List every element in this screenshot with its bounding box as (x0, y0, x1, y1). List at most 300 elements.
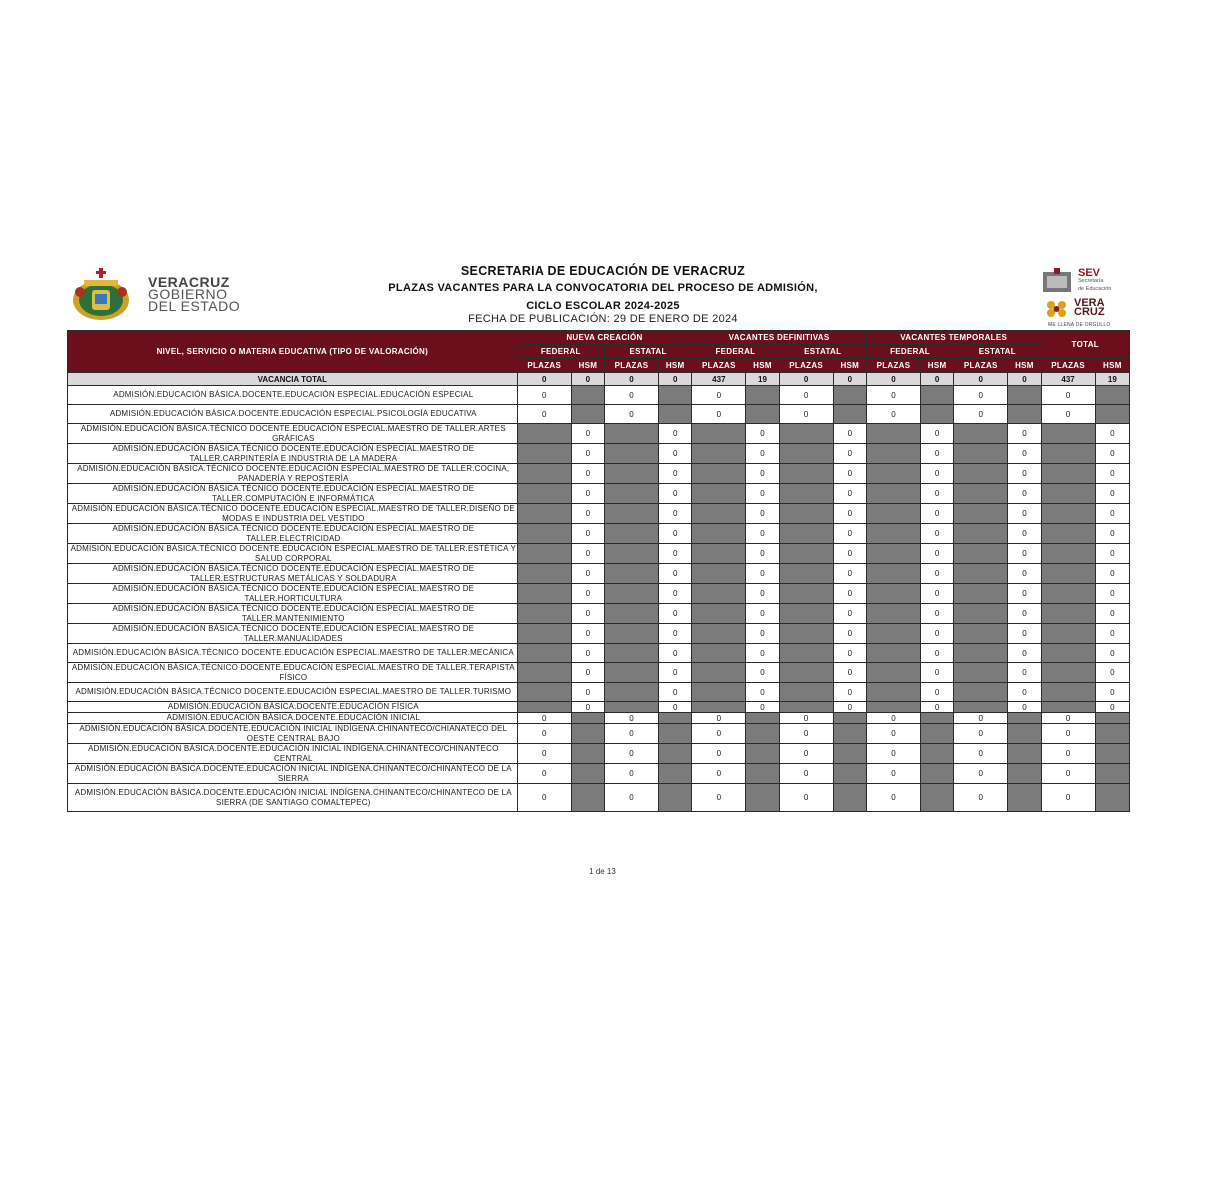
not-applicable-cell (866, 663, 920, 683)
leaf-header-plazas: PLAZAS (517, 359, 571, 373)
not-applicable-cell (833, 386, 866, 405)
hsm-value-cell: 0 (1008, 584, 1041, 604)
hsm-value-cell: 0 (659, 584, 692, 604)
not-applicable-cell (866, 644, 920, 663)
plazas-value-cell: 0 (779, 386, 833, 405)
plazas-value-cell: 0 (1041, 405, 1095, 424)
hsm-value-cell: 0 (921, 444, 954, 464)
hsm-value-cell: 0 (1095, 604, 1129, 624)
hsm-value-cell: 0 (921, 683, 954, 702)
row-label: ADMISIÓN.EDUCACIÓN BÁSICA.DOCENTE.EDUCACIÓN INICIAL INDÍGENA.CHINANTECO/CHINANTECO CENTRAL (68, 744, 518, 764)
not-applicable-cell (1041, 624, 1095, 644)
hsm-value-cell: 0 (659, 464, 692, 484)
hsm-value-cell: 0 (833, 663, 866, 683)
not-applicable-cell (659, 744, 692, 764)
hsm-value-cell: 0 (659, 544, 692, 564)
not-applicable-cell (1041, 663, 1095, 683)
table-row (68, 604, 1130, 624)
not-applicable-cell (1095, 724, 1129, 744)
hsm-value-cell: 0 (833, 544, 866, 564)
not-applicable-cell (779, 624, 833, 644)
sev-logo-block (1040, 266, 1130, 330)
hsm-value-cell: 0 (1095, 584, 1129, 604)
hsm-value-cell: 0 (1095, 702, 1129, 713)
not-applicable-cell (692, 444, 746, 464)
hsm-value-cell: 0 (1095, 683, 1129, 702)
hsm-value-cell: 0 (1095, 564, 1129, 584)
not-applicable-cell (1041, 702, 1095, 713)
not-applicable-cell (921, 713, 954, 724)
hsm-value-cell: 0 (921, 484, 954, 504)
not-applicable-cell (517, 524, 571, 544)
not-applicable-cell (604, 604, 658, 624)
total-value-cell: 0 (571, 373, 604, 386)
hsm-value-cell: 0 (833, 504, 866, 524)
hsm-value-cell: 0 (659, 444, 692, 464)
table-row (68, 584, 1130, 604)
plazas-value-cell: 0 (692, 386, 746, 405)
hsm-value-cell: 0 (1095, 544, 1129, 564)
not-applicable-cell (746, 405, 779, 424)
plazas-value-cell: 0 (866, 784, 920, 812)
table-row (68, 683, 1130, 702)
not-applicable-cell (954, 424, 1008, 444)
not-applicable-cell (1008, 744, 1041, 764)
not-applicable-cell (954, 644, 1008, 663)
not-applicable-cell (1041, 584, 1095, 604)
not-applicable-cell (659, 724, 692, 744)
not-applicable-cell (517, 624, 571, 644)
plazas-value-cell: 0 (517, 386, 571, 405)
school-cycle: CICLO ESCOLAR 2024-2025 (526, 300, 680, 312)
hsm-value-cell: 0 (571, 604, 604, 624)
not-applicable-cell (692, 524, 746, 544)
hsm-value-cell: 0 (1095, 424, 1129, 444)
group-header-vacantes-temporales: VACANTES TEMPORALES (866, 331, 1041, 345)
not-applicable-cell (1008, 784, 1041, 812)
hsm-value-cell: 0 (1008, 663, 1041, 683)
plazas-value-cell: 0 (954, 724, 1008, 744)
leaf-header-plazas: PLAZAS (604, 359, 658, 373)
total-value-cell: 0 (779, 373, 833, 386)
not-applicable-cell (866, 702, 920, 713)
hsm-value-cell: 0 (571, 464, 604, 484)
not-applicable-cell (866, 484, 920, 504)
not-applicable-cell (746, 764, 779, 784)
leaf-header-plazas: PLAZAS (692, 359, 746, 373)
plazas-value-cell: 0 (1041, 764, 1095, 784)
not-applicable-cell (866, 564, 920, 584)
not-applicable-cell (1095, 386, 1129, 405)
hsm-value-cell: 0 (833, 683, 866, 702)
subgroup-header-federal: FEDERAL (866, 345, 953, 359)
not-applicable-cell (604, 564, 658, 584)
row-label: ADMISIÓN.EDUCACIÓN BÁSICA.DOCENTE.EDUCACIÓN INICIAL INDÍGENA.CHINANTECO/CHINANTECO DE LA SIERRA (68, 764, 518, 784)
row-label: ADMISIÓN.EDUCACIÓN BÁSICA.TÉCNICO DOCENTE.EDUCACIÓN ESPECIAL.MAESTRO DE TALLER.CARPINTERÍA E INDUSTRIA DE LA MADERA (68, 444, 518, 464)
not-applicable-cell (866, 464, 920, 484)
plazas-value-cell: 0 (1041, 744, 1095, 764)
leaf-header-plazas: PLAZAS (954, 359, 1008, 373)
hsm-value-cell: 0 (833, 624, 866, 644)
not-applicable-cell (604, 683, 658, 702)
hsm-value-cell: 0 (659, 624, 692, 644)
not-applicable-cell (517, 464, 571, 484)
not-applicable-cell (692, 584, 746, 604)
table-row (68, 624, 1130, 644)
not-applicable-cell (692, 663, 746, 683)
document-heading (300, 264, 906, 325)
veracruz-brand-line1: VERA (1074, 297, 1105, 309)
document-subtitle: PLAZAS VACANTES PARA LA CONVOCATORIA DEL PROCESO DE ADMISIÓN, (388, 282, 818, 294)
hsm-value-cell: 0 (659, 524, 692, 544)
leaf-header-hsm: HSM (921, 359, 954, 373)
hsm-value-cell: 0 (571, 564, 604, 584)
publication-date: FECHA DE PUBLICACIÓN: 29 DE ENERO DE 2024 (468, 313, 738, 325)
not-applicable-cell (833, 724, 866, 744)
hsm-value-cell: 0 (921, 424, 954, 444)
not-applicable-cell (1041, 484, 1095, 504)
not-applicable-cell (833, 764, 866, 784)
hsm-value-cell: 0 (921, 544, 954, 564)
plazas-value-cell: 0 (1041, 784, 1095, 812)
plazas-value-cell: 0 (604, 744, 658, 764)
not-applicable-cell (921, 724, 954, 744)
plazas-value-cell: 0 (692, 744, 746, 764)
hsm-value-cell: 0 (746, 604, 779, 624)
hsm-value-cell: 0 (746, 584, 779, 604)
hsm-value-cell: 0 (1008, 544, 1041, 564)
plazas-value-cell: 0 (779, 724, 833, 744)
plazas-value-cell: 0 (692, 784, 746, 812)
hsm-value-cell: 0 (1008, 683, 1041, 702)
not-applicable-cell (746, 784, 779, 812)
plazas-value-cell: 0 (866, 386, 920, 405)
not-applicable-cell (779, 464, 833, 484)
not-applicable-cell (517, 604, 571, 624)
not-applicable-cell (692, 683, 746, 702)
plazas-value-cell: 0 (1041, 724, 1095, 744)
not-applicable-cell (866, 444, 920, 464)
hsm-value-cell: 0 (746, 444, 779, 464)
hsm-value-cell: 0 (833, 524, 866, 544)
sev-acronym: SEV (1078, 267, 1101, 279)
not-applicable-cell (692, 702, 746, 713)
table-row (68, 386, 1130, 405)
not-applicable-cell (692, 424, 746, 444)
not-applicable-cell (692, 564, 746, 584)
hsm-value-cell: 0 (1008, 624, 1041, 644)
not-applicable-cell (833, 784, 866, 812)
not-applicable-cell (746, 744, 779, 764)
row-label: ADMISIÓN.EDUCACIÓN BÁSICA.TÉCNICO DOCENTE.EDUCACIÓN ESPECIAL.MAESTRO DE TALLER.MECÁNICA (68, 644, 518, 663)
not-applicable-cell (604, 702, 658, 713)
row-label: ADMISIÓN.EDUCACIÓN BÁSICA.TÉCNICO DOCENTE.EDUCACIÓN ESPECIAL.MAESTRO DE TALLER.ESTRUCTURAS METÁLICAS Y SOLDADURA (68, 564, 518, 584)
not-applicable-cell (517, 504, 571, 524)
hsm-value-cell: 0 (746, 564, 779, 584)
row-label: ADMISIÓN.EDUCACIÓN BÁSICA.TÉCNICO DOCENTE.EDUCACIÓN ESPECIAL.MAESTRO DE TALLER.ARTES GRÁFICAS (68, 424, 518, 444)
not-applicable-cell (604, 663, 658, 683)
table-row (68, 484, 1130, 504)
hsm-value-cell: 0 (571, 504, 604, 524)
group-header-nueva-creacion: NUEVA CREACIÓN (517, 331, 692, 345)
row-label: ADMISIÓN.EDUCACIÓN BÁSICA.DOCENTE.EDUCACIÓN INICIAL INDÍGENA.CHINANTECO/CHIANATECO DEL OESTE CENTRAL BAJO (68, 724, 518, 744)
not-applicable-cell (954, 604, 1008, 624)
plazas-value-cell: 0 (517, 744, 571, 764)
hsm-value-cell: 0 (921, 524, 954, 544)
hsm-value-cell: 0 (833, 424, 866, 444)
not-applicable-cell (1095, 764, 1129, 784)
not-applicable-cell (954, 663, 1008, 683)
not-applicable-cell (692, 464, 746, 484)
hsm-value-cell: 0 (1008, 464, 1041, 484)
not-applicable-cell (866, 424, 920, 444)
hsm-value-cell: 0 (571, 524, 604, 544)
plazas-value-cell: 0 (604, 784, 658, 812)
hsm-value-cell: 0 (571, 663, 604, 683)
hsm-value-cell: 0 (1095, 644, 1129, 663)
hsm-value-cell: 0 (921, 663, 954, 683)
hsm-value-cell: 0 (659, 644, 692, 663)
not-applicable-cell (866, 584, 920, 604)
not-applicable-cell (517, 644, 571, 663)
veracruz-coat-of-arms-icon (70, 268, 132, 322)
not-applicable-cell (517, 683, 571, 702)
hsm-value-cell: 0 (921, 702, 954, 713)
hsm-value-cell: 0 (1095, 484, 1129, 504)
row-label: ADMISIÓN.EDUCACIÓN BÁSICA.DOCENTE.EDUCACIÓN FÍSICA (68, 702, 518, 713)
not-applicable-cell (779, 544, 833, 564)
hsm-value-cell: 0 (571, 702, 604, 713)
table-row (68, 444, 1130, 464)
hsm-value-cell: 0 (833, 644, 866, 663)
row-label: ADMISIÓN.EDUCACIÓN BÁSICA.TÉCNICO DOCENTE.EDUCACIÓN ESPECIAL.MAESTRO DE TALLER.DISEÑO DE MODAS E INDUSTRIA DEL VESTIDO (68, 504, 518, 524)
not-applicable-cell (866, 504, 920, 524)
hsm-value-cell: 0 (746, 663, 779, 683)
not-applicable-cell (659, 764, 692, 784)
page-number: 1 de 13 (589, 867, 616, 876)
not-applicable-cell (1008, 713, 1041, 724)
not-applicable-cell (921, 405, 954, 424)
table-row (68, 663, 1130, 683)
not-applicable-cell (779, 644, 833, 663)
plazas-value-cell: 0 (866, 764, 920, 784)
total-value-cell: 0 (921, 373, 954, 386)
plazas-value-cell: 0 (866, 724, 920, 744)
plazas-value-cell: 0 (779, 784, 833, 812)
vacancies-table (67, 330, 1130, 812)
gov-name-line1: VERACRUZ (148, 274, 230, 290)
not-applicable-cell (1095, 713, 1129, 724)
hsm-value-cell: 0 (1008, 424, 1041, 444)
not-applicable-cell (571, 784, 604, 812)
not-applicable-cell (779, 584, 833, 604)
not-applicable-cell (659, 386, 692, 405)
total-value-cell: 437 (692, 373, 746, 386)
plazas-value-cell: 0 (692, 405, 746, 424)
hsm-value-cell: 0 (659, 564, 692, 584)
plazas-value-cell: 0 (517, 713, 571, 724)
leaf-header-plazas: PLAZAS (866, 359, 920, 373)
hsm-value-cell: 0 (571, 644, 604, 663)
plazas-value-cell: 0 (604, 724, 658, 744)
leaf-header-hsm: HSM (746, 359, 779, 373)
not-applicable-cell (954, 444, 1008, 464)
hsm-value-cell: 0 (571, 444, 604, 464)
plazas-value-cell: 0 (604, 405, 658, 424)
hsm-value-cell: 0 (921, 624, 954, 644)
not-applicable-cell (1041, 604, 1095, 624)
hsm-value-cell: 0 (1095, 663, 1129, 683)
not-applicable-cell (779, 504, 833, 524)
total-value-cell: 0 (866, 373, 920, 386)
table-row (68, 764, 1130, 784)
not-applicable-cell (517, 544, 571, 564)
hsm-value-cell: 0 (746, 624, 779, 644)
hsm-value-cell: 0 (833, 604, 866, 624)
leaf-header-hsm: HSM (833, 359, 866, 373)
hsm-value-cell: 0 (746, 644, 779, 663)
not-applicable-cell (954, 702, 1008, 713)
plazas-value-cell: 0 (779, 713, 833, 724)
hsm-value-cell: 0 (659, 604, 692, 624)
table-row (68, 564, 1130, 584)
hsm-value-cell: 0 (1008, 504, 1041, 524)
total-value-cell: 0 (1008, 373, 1041, 386)
plazas-value-cell: 0 (517, 405, 571, 424)
not-applicable-cell (571, 386, 604, 405)
not-applicable-cell (921, 386, 954, 405)
hsm-value-cell: 0 (1095, 464, 1129, 484)
hsm-value-cell: 0 (921, 504, 954, 524)
hsm-value-cell: 0 (1095, 624, 1129, 644)
leaf-header-hsm: HSM (571, 359, 604, 373)
not-applicable-cell (604, 624, 658, 644)
row-label: ADMISIÓN.EDUCACIÓN BÁSICA.TÉCNICO DOCENTE.EDUCACIÓN ESPECIAL.MAESTRO DE TALLER.ESTÉTICA Y SALUD CORPORAL (68, 544, 518, 564)
not-applicable-cell (517, 702, 571, 713)
row-label: ADMISIÓN.EDUCACIÓN BÁSICA.DOCENTE.EDUCACIÓN ESPECIAL.EDUCACIÓN ESPECIAL (68, 386, 518, 405)
total-value-cell: 0 (833, 373, 866, 386)
not-applicable-cell (1041, 504, 1095, 524)
not-applicable-cell (954, 544, 1008, 564)
not-applicable-cell (692, 604, 746, 624)
hsm-value-cell: 0 (746, 544, 779, 564)
row-label: ADMISIÓN.EDUCACIÓN BÁSICA.DOCENTE.EDUCACIÓN ESPECIAL.PSICOLOGÍA EDUCATIVA (68, 405, 518, 424)
plazas-value-cell: 0 (517, 724, 571, 744)
not-applicable-cell (517, 663, 571, 683)
not-applicable-cell (1095, 744, 1129, 764)
table-row (68, 744, 1130, 764)
not-applicable-cell (954, 584, 1008, 604)
not-applicable-cell (921, 764, 954, 784)
plazas-value-cell: 0 (954, 405, 1008, 424)
not-applicable-cell (1041, 564, 1095, 584)
veracruz-flower-icon (1046, 300, 1068, 318)
hsm-value-cell: 0 (659, 663, 692, 683)
not-applicable-cell (604, 544, 658, 564)
not-applicable-cell (692, 504, 746, 524)
not-applicable-cell (1041, 444, 1095, 464)
not-applicable-cell (571, 724, 604, 744)
plazas-value-cell: 0 (1041, 713, 1095, 724)
not-applicable-cell (517, 584, 571, 604)
gov-name-line2: GOBIERNO (148, 286, 228, 302)
table-row (68, 464, 1130, 484)
row-label: ADMISIÓN.EDUCACIÓN BÁSICA.TÉCNICO DOCENTE.EDUCACIÓN ESPECIAL.MAESTRO DE TALLER.COCINA, PANADERÍA Y REPOSTERÍA (68, 464, 518, 484)
hsm-value-cell: 0 (1008, 564, 1041, 584)
row-label: ADMISIÓN.EDUCACIÓN BÁSICA.TÉCNICO DOCENTE.EDUCACIÓN ESPECIAL.MAESTRO DE TALLER.MANUALIDADES (68, 624, 518, 644)
not-applicable-cell (1041, 683, 1095, 702)
table-row (68, 544, 1130, 564)
group-header-total: TOTAL (1041, 331, 1130, 359)
leaf-header-hsm: HSM (1008, 359, 1041, 373)
not-applicable-cell (866, 524, 920, 544)
not-applicable-cell (746, 713, 779, 724)
plazas-value-cell: 0 (692, 764, 746, 784)
hsm-value-cell: 0 (833, 444, 866, 464)
table-row (68, 504, 1130, 524)
plazas-value-cell: 0 (954, 764, 1008, 784)
not-applicable-cell (954, 524, 1008, 544)
not-applicable-cell (1041, 424, 1095, 444)
subgroup-header-federal: FEDERAL (517, 345, 604, 359)
sev-emblem-icon (1042, 268, 1072, 294)
not-applicable-cell (604, 444, 658, 464)
not-applicable-cell (692, 624, 746, 644)
not-applicable-cell (779, 683, 833, 702)
hsm-value-cell: 0 (921, 564, 954, 584)
not-applicable-cell (517, 444, 571, 464)
not-applicable-cell (659, 405, 692, 424)
not-applicable-cell (779, 484, 833, 504)
hsm-value-cell: 0 (921, 584, 954, 604)
not-applicable-cell (604, 464, 658, 484)
not-applicable-cell (954, 484, 1008, 504)
row-label: ADMISIÓN.EDUCACIÓN BÁSICA.DOCENTE.EDUCACIÓN INICIAL (68, 713, 518, 724)
not-applicable-cell (1008, 386, 1041, 405)
subgroup-header-federal: FEDERAL (692, 345, 779, 359)
not-applicable-cell (779, 604, 833, 624)
not-applicable-cell (954, 504, 1008, 524)
not-applicable-cell (1095, 784, 1129, 812)
table-row (68, 644, 1130, 663)
total-value-cell: 0 (517, 373, 571, 386)
not-applicable-cell (746, 386, 779, 405)
plazas-value-cell: 0 (517, 764, 571, 784)
not-applicable-cell (1041, 644, 1095, 663)
hsm-value-cell: 0 (833, 464, 866, 484)
hsm-value-cell: 0 (571, 544, 604, 564)
hsm-value-cell: 0 (1008, 604, 1041, 624)
not-applicable-cell (604, 504, 658, 524)
not-applicable-cell (866, 624, 920, 644)
not-applicable-cell (571, 713, 604, 724)
plazas-value-cell: 0 (954, 386, 1008, 405)
not-applicable-cell (571, 405, 604, 424)
not-applicable-cell (954, 624, 1008, 644)
table-row (68, 713, 1130, 724)
plazas-value-cell: 0 (517, 784, 571, 812)
not-applicable-cell (954, 464, 1008, 484)
hsm-value-cell: 0 (746, 683, 779, 702)
subgroup-header-estatal: ESTATAL (779, 345, 866, 359)
table-row (68, 724, 1130, 744)
hsm-value-cell: 0 (921, 644, 954, 663)
plazas-value-cell: 0 (954, 713, 1008, 724)
table-row (68, 405, 1130, 424)
total-row-label: VACANCIA TOTAL (68, 373, 518, 386)
hsm-value-cell: 0 (659, 484, 692, 504)
plazas-value-cell: 0 (779, 405, 833, 424)
